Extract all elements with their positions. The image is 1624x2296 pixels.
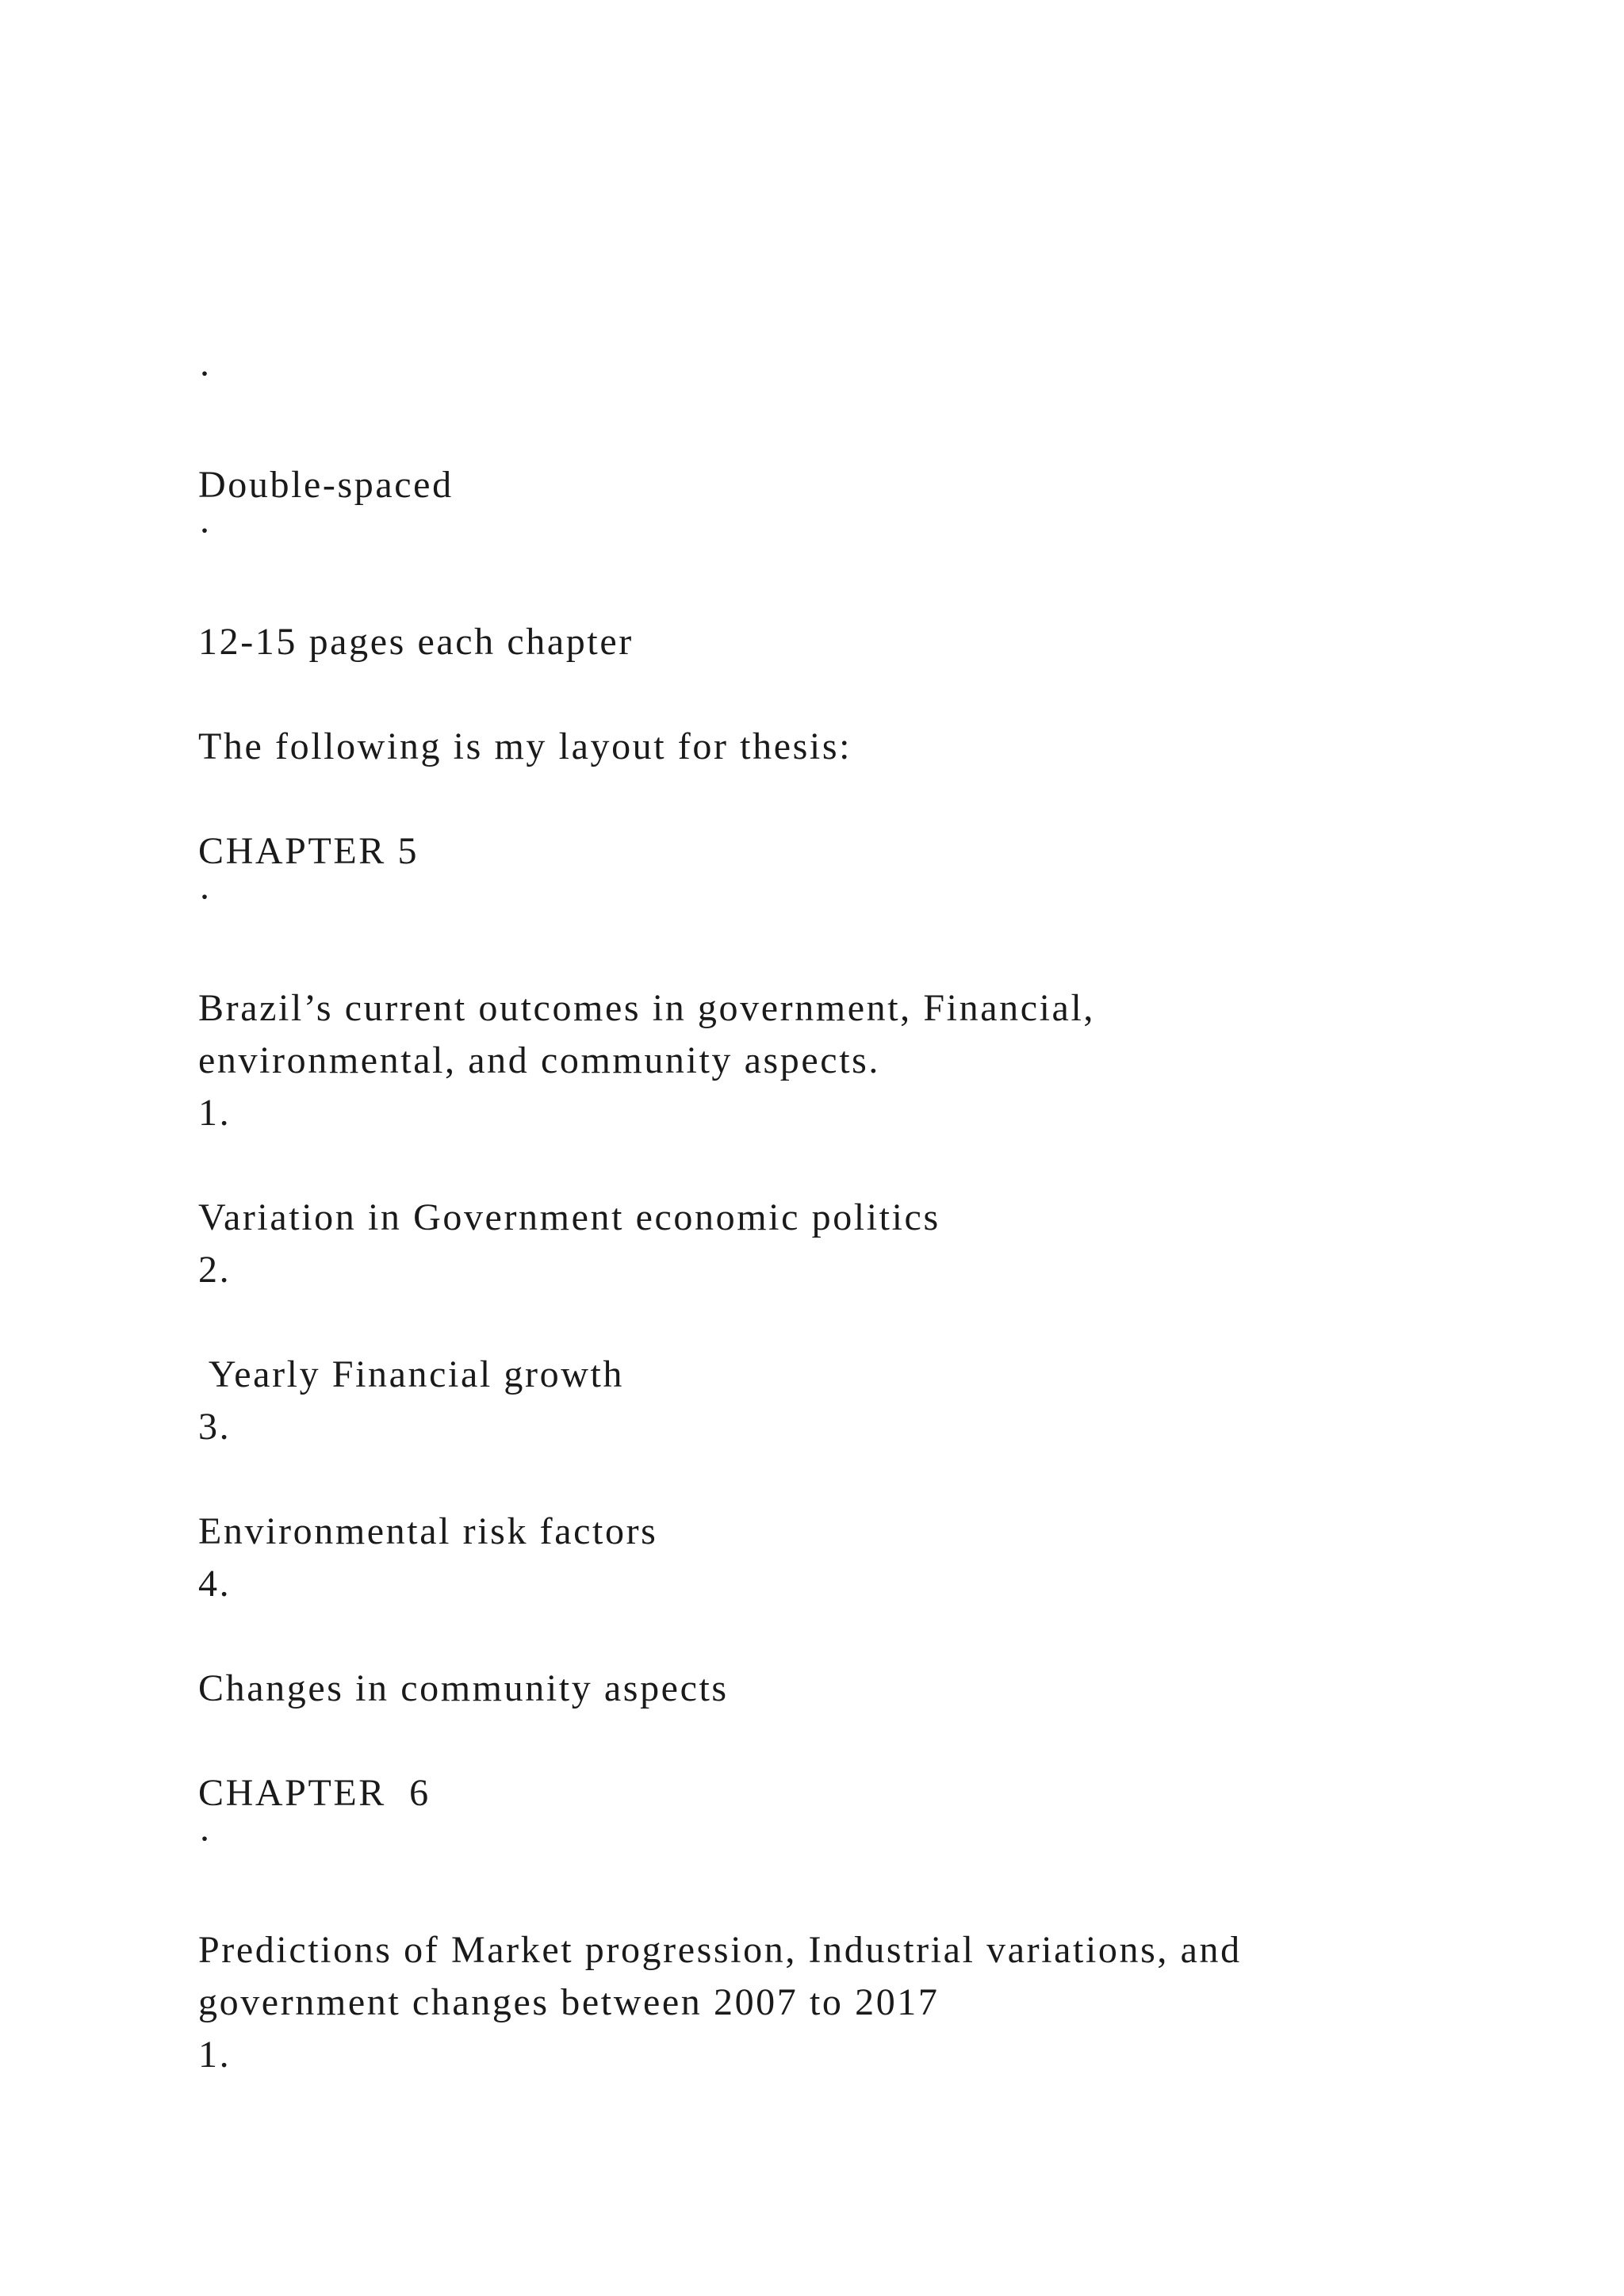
bullet-marker: · — [198, 353, 211, 395]
list-item-community-aspects: Changes in community aspects — [198, 1667, 729, 1709]
page-count-line: 12-15 pages each chapter — [198, 621, 634, 663]
list-number: 2. — [198, 1249, 232, 1291]
list-item-government-politics: Variation in Government economic politics — [198, 1196, 940, 1238]
bullet-marker: · — [198, 510, 211, 552]
bullet-marker: · — [198, 876, 211, 918]
chapter-6-heading: CHAPTER 6 — [198, 1772, 431, 1814]
layout-intro-line: The following is my layout for thesis: — [198, 725, 852, 767]
list-number: 1. — [198, 1092, 232, 1134]
list-number: 1. — [198, 2034, 232, 2076]
chapter-6-title-line-1: Predictions of Market progression, Industrial variations, and — [198, 1929, 1242, 1971]
double-spaced-line: Double-spaced — [198, 464, 454, 506]
chapter-5-title-line-2: environmental, and community aspects. — [198, 1039, 881, 1081]
bullet-marker: · — [198, 1818, 211, 1860]
list-item-financial-growth: Yearly Financial growth — [198, 1353, 625, 1395]
chapter-5-title-line-1: Brazil’s current outcomes in government, Financial, — [198, 987, 1095, 1029]
list-item-environmental-risk: Environmental risk factors — [198, 1510, 658, 1552]
list-number: 4. — [198, 1563, 232, 1605]
chapter-5-heading: CHAPTER 5 — [198, 830, 419, 872]
list-number: 3. — [198, 1406, 232, 1448]
chapter-6-title-line-2: government changes between 2007 to 2017 — [198, 1981, 940, 2023]
